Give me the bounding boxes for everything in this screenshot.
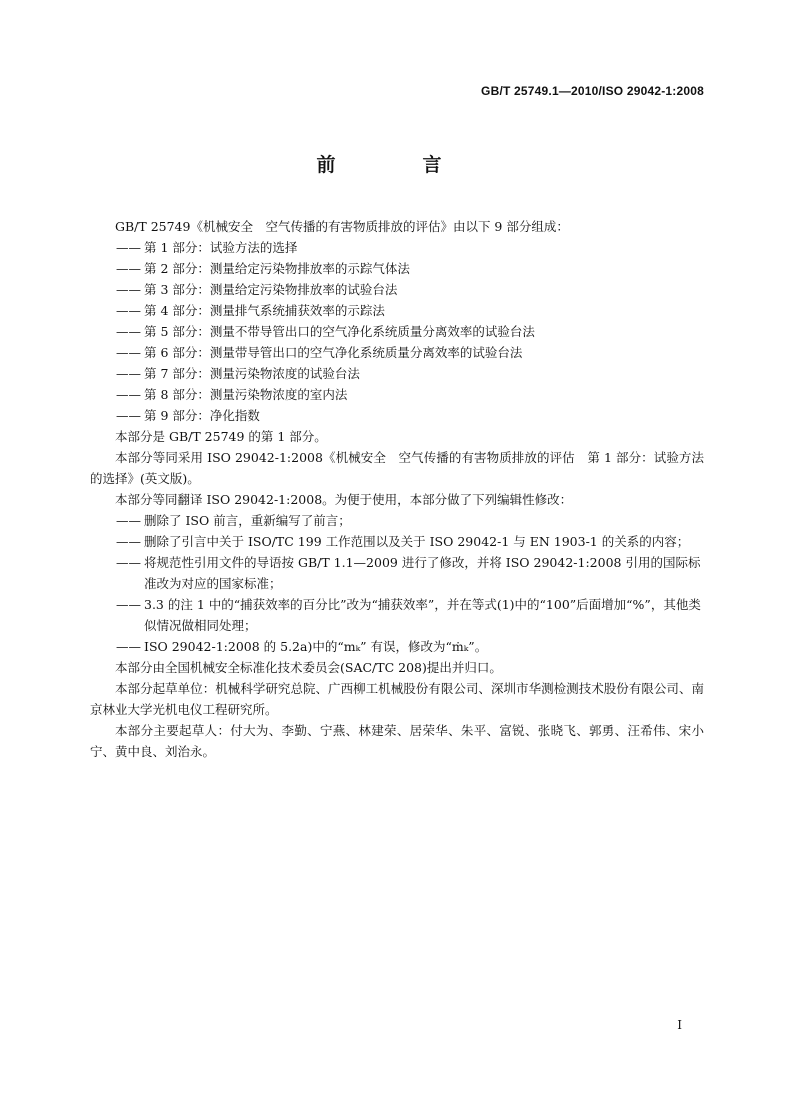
part-item	[90, 363, 704, 384]
part-item	[90, 405, 704, 426]
part-item	[90, 300, 704, 321]
edit-text: ISO 29042-1:2008 的 5.2a)中的“mₖ” 有误，修改为“ṁₖ”。	[144, 639, 488, 654]
part-text: 第 5 部分：测量不带导管出口的空气净化系统质量分离效率的试验台法	[144, 324, 535, 339]
translation-paragraph: 本部分等同翻译 ISO 29042-1:2008。为便于使用，本部分做了下列编辑性修改：	[115, 492, 573, 507]
dash-mark: ——	[116, 261, 141, 276]
dash-mark: ——	[116, 639, 141, 654]
preface-body	[90, 216, 704, 762]
part-text: 第 4 部分：测量排气系统捕获效率的示踪法	[144, 303, 385, 318]
dash-mark: ——	[116, 534, 141, 549]
edit-item	[90, 510, 704, 531]
part-item	[90, 237, 704, 258]
dash-mark: ——	[116, 387, 141, 402]
dash-mark: ——	[116, 303, 141, 318]
standard-code-header: GB/T 25749.1—2010/ISO 29042-1:2008	[481, 84, 704, 98]
dash-mark: ——	[116, 408, 141, 423]
part-item	[90, 258, 704, 279]
part-of-paragraph: 本部分是 GB/T 25749 的第 1 部分。	[115, 429, 327, 444]
part-text: 第 7 部分：测量污染物浓度的试验台法	[144, 366, 360, 381]
part-text: 第 6 部分：测量带导管出口的空气净化系统质量分离效率的试验台法	[144, 345, 523, 360]
part-text: 第 2 部分：测量给定污染物排放率的示踪气体法	[144, 261, 410, 276]
edit-text: 删除了 ISO 前言，重新编写了前言；	[144, 513, 351, 528]
dash-mark: ——	[116, 555, 141, 570]
drafting-units-paragraph: 本部分起草单位：机械科学研究总院、广西柳工机械股份有限公司、深圳市华测检测技术股份有限公司、南京林业大学光机电仪工程研究所。	[90, 681, 704, 717]
drafters-paragraph: 本部分主要起草人：付大为、李勤、宁燕、林建荣、居荣华、朱平、富锐、张晓飞、郭勇、汪希伟、宋小宁、黄中良、刘治永。	[90, 723, 704, 759]
dash-mark: ——	[116, 282, 141, 297]
edit-text: 3.3 的注 1 中的“捕获效率的百分比”改为“捕获效率”，并在等式(1)中的“100”后面增加“%”，其他类似情况做相同处理；	[144, 597, 701, 633]
part-text: 第 1 部分：试验方法的选择	[144, 240, 298, 255]
edit-item	[90, 552, 704, 594]
part-item	[90, 342, 704, 363]
part-text: 第 8 部分：测量污染物浓度的室内法	[144, 387, 348, 402]
edit-item	[90, 531, 704, 552]
dash-mark: ——	[116, 597, 141, 612]
part-text: 第 3 部分：测量给定污染物排放率的试验台法	[144, 282, 398, 297]
equivalence-paragraph: 本部分等同采用 ISO 29042-1:2008《机械安全 空气传播的有害物质排放的评估 第 1 部分：试验方法的选择》(英文版)。	[90, 450, 704, 486]
proposed-by-paragraph: 本部分由全国机械安全标准化技术委员会(SAC/TC 208)提出并归口。	[115, 660, 502, 675]
dash-mark: ——	[116, 345, 141, 360]
page-title: 前 言	[316, 154, 476, 176]
edit-item	[90, 636, 704, 657]
intro-paragraph: GB/T 25749《机械安全 空气传播的有害物质排放的评估》由以下 9 部分组成：	[115, 219, 569, 234]
part-item	[90, 321, 704, 342]
edit-text: 将规范性引用文件的导语按 GB/T 1.1—2009 进行了修改，并将 ISO 29042-1:2008 引用的国际标准改为对应的国家标准；	[144, 555, 701, 591]
part-item	[90, 279, 704, 300]
page-number: I	[677, 1018, 682, 1032]
dash-mark: ——	[116, 366, 141, 381]
dash-mark: ——	[116, 240, 141, 255]
dash-mark: ——	[116, 513, 141, 528]
dash-mark: ——	[116, 324, 141, 339]
edit-text: 删除了引言中关于 ISO/TC 199 工作范围以及关于 ISO 29042-1 与 EN 1903-1 的关系的内容；	[144, 534, 690, 549]
part-item	[90, 384, 704, 405]
edit-item	[90, 594, 704, 636]
part-text: 第 9 部分：净化指数	[144, 408, 260, 423]
